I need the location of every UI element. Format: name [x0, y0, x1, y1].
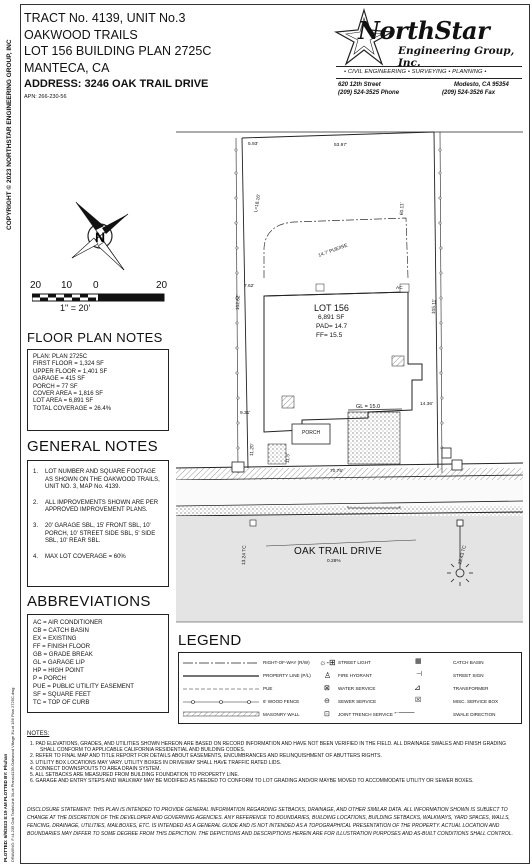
floor-note: UPPER FLOOR = 1,401 SF	[33, 368, 108, 375]
curve-label: L=18.16'	[254, 193, 263, 213]
scale-tick-label: 20	[156, 280, 168, 291]
legend-catch-basin: CATCH BASIN	[453, 660, 484, 665]
note-item: 1. PAD ELEVATIONS, GRADES, AND UTILITIES SHOWN HEREON ARE BASED ON RECORD INFORMATION AND HAVE NOT BEEN VERIFIED IN THE FIELD. ALL DRAINAGE SWALES AND FINISH GRADING SHALL CONFORM TO APPLICABLE CALIFORNIA RESIDENTIAL AND BUILDING CODES.	[30, 741, 507, 754]
note-item: 2. REFER TO FINAL MAP AND TITLE REPORT FOR DETAILS ABOUT EASEMENTS, ENCUMBRANCES AND RELINQUISHMENT OF ABUTTERS RIGHTS.	[30, 753, 382, 760]
scale-tick-label: 20	[30, 280, 42, 291]
floor-note: GARAGE = 415 SF	[33, 376, 85, 383]
abbreviation: EX = EXISTING	[33, 635, 77, 642]
company-services: • CIVIL ENGINEERING • SURVEYING • PLANNING •	[344, 69, 487, 75]
transformer-icon: ⊿	[414, 683, 421, 692]
catch-basin-icon: ▦	[415, 658, 422, 665]
legend-misc-service-box: MISC. SERVICE BOX	[453, 699, 499, 704]
legend-street-light: STREET LIGHT	[338, 660, 371, 665]
abbreviation: TC = TOP OF CURB	[33, 699, 90, 706]
abbreviation: GL = GARAGE LIP	[33, 659, 85, 666]
floor-plan-notes-list	[28, 350, 168, 417]
abbreviations-list	[28, 615, 168, 711]
dim-front-left: 11.5'	[286, 453, 292, 464]
company-rule	[336, 66, 522, 67]
abbreviations-title: ABBREVIATIONS	[27, 593, 151, 610]
note-item: 5. ALL SETBACKS ARE MEASURED FROM BUILDING FOUNDATION TO PROPERTY LINE.	[30, 772, 240, 779]
legend-joint-trench: JOINT TRENCH SERVICE	[338, 712, 393, 717]
floor-note: LOT AREA = 6,891 SF	[33, 398, 94, 405]
general-note: 2. ALL IMPROVEMENTS SHOWN ARE PER APPROVED IMPROVEMENT PLANS.	[33, 499, 159, 514]
legend-masonry-wall: MASONRY WALL	[263, 712, 300, 717]
floor-plan-notes-title: FLOOR PLAN NOTES	[27, 330, 163, 345]
dim-right-lower: 105.11'	[432, 298, 438, 315]
legend-water-service: WATER SERVICE	[338, 686, 376, 691]
drawing-path: DRAWING: F:\4-235 Oak Trails\Unit 3\Lot Plans\4139-Oakwood Village 3\Lot 156 Plan 2725C.dwg	[10, 687, 15, 862]
general-notes-box	[27, 460, 169, 587]
lot-area: 6,891 SF	[318, 314, 345, 321]
legend-title: LEGEND	[178, 632, 242, 649]
abbreviation: CB = CATCH BASIN	[33, 627, 89, 634]
lot-title: LOT 156	[314, 303, 349, 313]
dim-garage-left: 11.20'	[250, 443, 256, 457]
note-item: 6. GARAGE AND ENTRY STEPS AND WALKWAY MAY BE MODIFIED AS NEEDED TO CONFORM TO LOT GRADING AND/OR MAYBE MOVED TO ACCOMMODATE UTILITY OR SEWER BOXES.	[30, 778, 474, 785]
curb-right-elev: 13.43 TC	[458, 545, 468, 566]
address-line: ADDRESS: 3246 OAK TRAIL DRIVE	[24, 78, 209, 90]
legend-wood-fence: 6' WOOD FENCE	[263, 699, 300, 704]
dim-sbl-left: 9.31'	[240, 411, 251, 416]
copyright-text: COPYRIGHT © 2023 NORTHSTAR ENGINEERING GROUP, INC	[6, 39, 13, 230]
street-name: OAK TRAIL DRIVE	[294, 546, 383, 557]
garage-lip-label: GL = 15.0	[356, 404, 381, 410]
company-phone: (209) 524-3525 Phone	[338, 90, 400, 96]
dim-top-left: 5.93'	[248, 142, 259, 147]
company-name: NorthStar	[358, 16, 490, 45]
project-header	[24, 10, 211, 101]
legend-property-line: PROPERTY LINE (P/L)	[263, 673, 311, 678]
abbreviation: FF = FINISH FLOOR	[33, 643, 91, 650]
lot-ff: FF= 15.5	[316, 332, 343, 339]
legend-fire-hydrant: FIRE HYDRANT	[338, 673, 372, 678]
company-street: 620 12th Street	[338, 82, 381, 88]
ac-label: AC	[396, 286, 403, 291]
dim-right-front: 14.36'	[420, 402, 433, 407]
floor-note: COVER AREA = 1,816 SF	[33, 391, 103, 398]
legend-right-of-way: RIGHT-OF-WAY (R/W)	[263, 660, 310, 665]
company-rule-2	[336, 78, 522, 79]
apn-line: APN: 266-230-56	[24, 93, 67, 100]
dim-top: 53.97'	[334, 143, 347, 148]
tract-line: TRACT No. 4139, UNIT No.3	[24, 11, 186, 25]
company-name-2: Engineering Group, Inc.	[398, 45, 515, 69]
note-item: 3. UTILITY BOX LOCATIONS MAY VARY. UTILITY BOXES IN DRIVEWAY SHALL HAVE TRAFFIC RATED LIDS.	[30, 759, 282, 766]
floor-note: PORCH = 77 SF	[33, 383, 78, 390]
street-slope: 0.28%	[327, 559, 341, 564]
notes-list	[30, 741, 518, 784]
scale-tick-label: 0	[93, 280, 99, 291]
abbreviation: AC = AIR CONDITIONER	[33, 619, 103, 626]
water-service-icon: ⊠	[324, 685, 330, 692]
north-arrow-icon	[66, 196, 136, 276]
easement-label: 14.7' PUE/ISE	[318, 243, 349, 259]
legend-sewer-service: SEWER SERVICE	[338, 699, 377, 704]
legend-swale-direction: SWALE DIRECTION	[453, 712, 496, 717]
street-sign-icon: ⊣	[416, 671, 423, 678]
abbreviation: PUE = PUBLIC UTILITY EASEMENT	[33, 683, 134, 690]
porch-label: PORCH	[302, 430, 321, 436]
dim-right: 60.11'	[400, 202, 406, 216]
plotted-info: PLOTTED: 6/9/2023 8:19 AM PLOTTED BY: Phuhan	[3, 753, 8, 862]
city-line: MANTECA, CA	[24, 60, 110, 75]
abbreviation: HP = HIGH POINT	[33, 667, 84, 674]
street-light-icon: ☼-⊞	[319, 658, 336, 667]
dim-left: 102.62'	[236, 294, 242, 311]
scale-bar	[30, 280, 170, 312]
floor-note: TOTAL COVERAGE = 26.4%	[33, 405, 112, 412]
general-note: 4. MAX LOT COVERAGE = 60%	[33, 553, 126, 560]
legend-box	[178, 652, 522, 724]
dim-left-lower: 7.62'	[244, 284, 255, 289]
legend-street-sign: STREET SIGN	[453, 673, 484, 678]
company-block	[336, 14, 522, 104]
general-note: 3. 20' GARAGE SBL, 15' FRONT SBL, 10' PORCH, 10' STREET SIDE SBL, 5' SIDE SBL, 10' REAR SBL.	[33, 522, 156, 545]
general-note: 1. LOT NUMBER AND SQUARE FOOTAGE AS SHOWN ON THE OAKWOOD TRAILS, UNIT NO. 3, MAP No. 4139.	[33, 469, 160, 491]
legend-line-symbols	[183, 657, 261, 719]
notes-title: NOTES:	[27, 731, 50, 737]
legend-pue: PUE	[263, 686, 273, 691]
abbreviation: GB = GRADE BREAK	[33, 651, 93, 658]
general-notes-title: GENERAL NOTES	[27, 438, 158, 455]
swale-direction-icon: ←–––––	[393, 709, 414, 716]
company-city: Modesto, CA 95354	[454, 82, 509, 88]
floor-note: FIRST FLOOR = 1,324 SF	[33, 361, 104, 368]
scale-label: 1" = 20'	[60, 303, 91, 313]
joint-trench-icon: ⊡	[324, 711, 330, 718]
subdivision-line: OAKWOOD TRAILS	[24, 27, 138, 42]
legend-transformer: TRANSFORMER	[453, 686, 489, 691]
disclosure-statement: DISCLOSURE STATEMENT: THIS PLAN IS INTENDED TO PROVIDE GENERAL INFORMATION REGARDING SETBACKS, DRAINAGE, AND OTHER SIMILAR DATA. ALL INFORMATION SHOWN IS SUBJECT TO CHANGE AT THE DISCRETION OF THE DEVELOPER AND GOVERNING AGENCIES. ANY REFERENCE TO BOUNDARIES, BUILDING LOCATIONS, BUILDING SETBACKS, WALKWAYS, YARD SPACES, WALLS, FENCING, DRAINAGE, UTILITIES, MAILBOXES, ETC. IS INTENDED AS A GENERAL GUIDE AND IS NOT INTENDED AS A TOPOGRAPHICAL PRESENTATION OF THE PROPERTY. ACTUAL LOCATION AND BOUNDARIES MAY DIFFER TO SOME DEGREE FROM THIS DEPICTION. THE DEPICTIONS AND DESCRIPTIONS HEREIN ARE FOR ILLUSTRATION PURPOSES AND AS-BUILT CONDITIONS SHALL CONTROL.	[27, 807, 513, 837]
dim-front: 70.75'	[330, 469, 343, 474]
svg-text:N: N	[95, 229, 106, 245]
fire-hydrant-icon: ♙	[324, 671, 332, 680]
abbreviation: P = PORCH	[33, 675, 66, 682]
scale-bar-graphic	[32, 293, 168, 303]
floor-note: PLAN: PLAN 2725C	[33, 354, 88, 360]
abbreviations-box	[27, 614, 169, 713]
curb-left-elev: 13.24 TC	[242, 545, 248, 566]
scale-tick-label: 10	[61, 280, 73, 291]
abbreviation: SF = SQUARE FEET	[33, 691, 91, 698]
lot-label	[314, 304, 349, 340]
lot-plan-line: LOT 156 BUILDING PLAN 2725C	[24, 44, 212, 58]
misc-service-box-icon: ☒	[415, 697, 422, 704]
sewer-service-icon: ⊖	[324, 698, 330, 705]
company-fax: (209) 524-3526 Fax	[442, 90, 496, 96]
note-item: 4. CONNECT DOWNSPOUTS TO AREA DRAIN SYSTEM.	[30, 765, 161, 772]
general-notes-list	[28, 461, 168, 561]
floor-plan-notes-box	[27, 349, 169, 431]
lot-pad: PAD= 14.7	[316, 323, 348, 330]
